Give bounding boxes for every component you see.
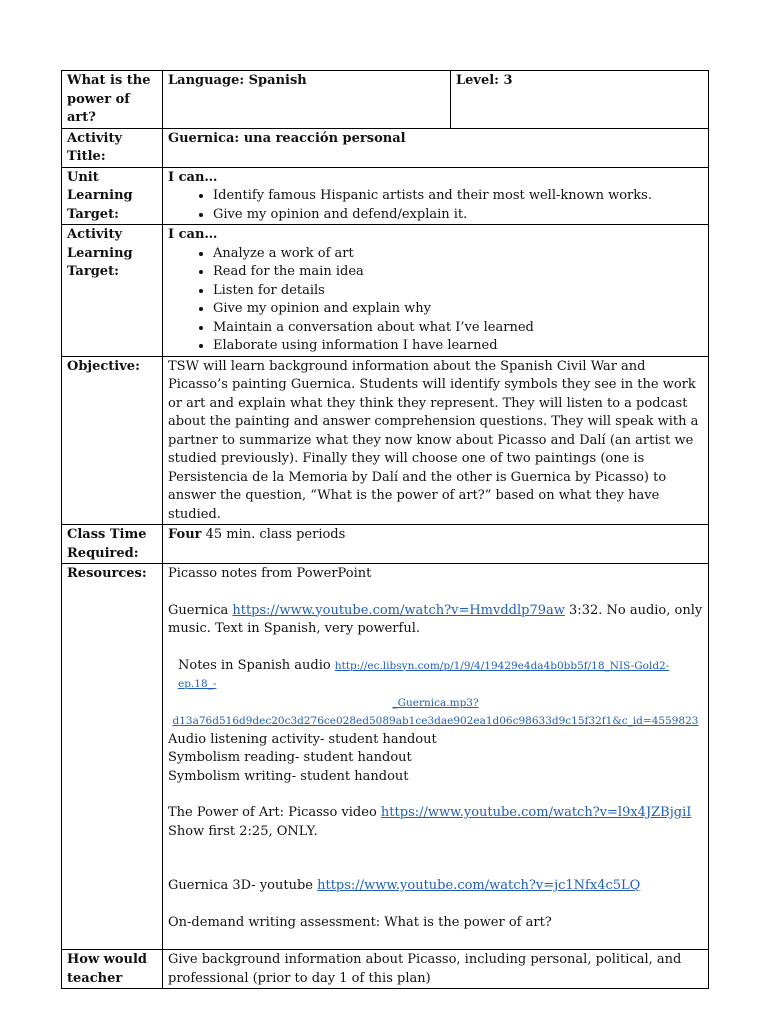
- unit-target-intro: I can…: [168, 169, 218, 185]
- activity-target-row: [62, 225, 709, 357]
- list-item: • Read for the main idea: [213, 263, 703, 282]
- power-prefix: The Power of Art: Picasso video: [168, 805, 381, 820]
- guernica-suffix: 3:32. No audio, only music. Text in Spanish, very powerful.: [168, 602, 703, 636]
- list-item: • Identify famous Hispanic artists and their most well-known works.: [213, 187, 703, 206]
- teacher-label: How would teacher: [62, 950, 163, 989]
- unit-target-list: [168, 187, 703, 224]
- unit-target-label: Unit Learning Target:: [62, 167, 163, 225]
- resources-content: [163, 564, 709, 950]
- objective-label: Objective:: [62, 356, 163, 525]
- header-row: [62, 71, 709, 129]
- symbolism-writing: Symbolism writing- student handout: [168, 768, 409, 784]
- guernica-video-link[interactable]: https://www.youtube.com/watch?v=Hmvddlp79aw: [232, 602, 565, 618]
- audio-activity: Audio listening activity- student handout: [168, 731, 437, 747]
- activity-target-list: [168, 245, 703, 356]
- power-note: Show first 2:25, ONLY.: [168, 823, 318, 839]
- power-of-art-link[interactable]: https://www.youtube.com/watch?v=l9x4JZBjgiI: [380, 805, 692, 820]
- spacer: [168, 584, 703, 602]
- list-item: • Elaborate using information I have learned: [213, 337, 703, 356]
- activity-title-label: Activity Title:: [62, 128, 163, 167]
- notes-audio-link[interactable]: http://ec.libsyn.com/p/1/9/4/19429e4da4b0bb5f/18_NIS-Gold2-ep.18_-: [178, 659, 670, 690]
- list-item: • Listen for details: [213, 282, 703, 301]
- spacer: [168, 896, 703, 914]
- notes-audio-resource: [168, 657, 703, 694]
- symbolism-reading: Symbolism reading- student handout: [168, 750, 412, 765]
- guernica-3d-link[interactable]: https://www.youtube.com/watch?v=jc1Nfx4c5LQ: [317, 878, 641, 893]
- g3d-prefix: Guernica 3D- youtube: [168, 878, 318, 893]
- picasso-notes: Picasso notes from PowerPoint: [168, 566, 372, 581]
- lesson-plan-table: [61, 70, 709, 989]
- language-cell: [163, 71, 451, 129]
- activity-target-intro: I can…: [168, 227, 218, 242]
- language-label: Language:: [168, 73, 245, 88]
- teacher-text: Give background information about Picasso, including personal, political, and professional (prior to day 1 of this plan): [163, 950, 709, 989]
- teacher-row: [62, 950, 709, 989]
- spacer: [168, 786, 703, 804]
- spacer: [168, 841, 703, 877]
- level-cell: [451, 71, 709, 129]
- objective-text: TSW will learn background information about the Spanish Civil War and Picasso’s painting Guernica. Students will identify symbols they see in the work or art and explain what they think they represent. They will listen to a podcast about the painting and answer comprehension questions. They will speak with a partner to summarize what they now know about Picasso and Dalí (an artist we studied previously). Finally they will choose one of two paintings (one is Persistencia de la Memoria by Dalí and the other is Guernica by Picasso) to answer the question, “What is the power of art?” based on what they have studied.: [163, 356, 709, 525]
- activity-target-content: [163, 225, 709, 357]
- power-of-art-resource: [168, 804, 703, 823]
- writing-assessment: On-demand writing assessment: What is the power of art?: [168, 914, 552, 930]
- notes-prefix: Notes in Spanish audio: [178, 657, 335, 673]
- class-time-row: [62, 525, 709, 564]
- resources-label: Resources:: [62, 564, 163, 950]
- activity-target-label: Activity Learning Target:: [62, 225, 163, 357]
- objective-row: [62, 356, 709, 525]
- guernica-resource: [168, 602, 703, 639]
- notes-audio-link-continued[interactable]: _Guernica.mp3?d13a76d516d9dec20c3d276ce028ed5089ab1ce3dae902ea1d06c98633d9c15f32f1&c_id=4559823: [172, 696, 699, 727]
- level-label: Level:: [456, 73, 499, 88]
- list-item: • Maintain a conversation about what I’ve learned: [213, 319, 703, 338]
- activity-title-value: Guernica: una reacción personal: [163, 128, 709, 167]
- class-time-label: Class Time Required:: [62, 525, 163, 564]
- spacer: [168, 639, 703, 657]
- notes-audio-link-cont: [168, 694, 703, 731]
- guernica-3d-resource: [168, 877, 703, 896]
- language-value: Spanish: [248, 73, 307, 88]
- resources-row: [62, 564, 709, 950]
- list-item: • Give my opinion and explain why: [213, 300, 703, 319]
- guernica-prefix: Guernica: [168, 602, 233, 618]
- class-time-unit: 45 min. class periods: [201, 527, 346, 542]
- activity-title-row: [62, 128, 709, 167]
- unit-target-content: [163, 167, 709, 225]
- question-cell: What is the power of art?: [62, 71, 163, 129]
- class-time-value: [163, 525, 709, 564]
- unit-target-row: [62, 167, 709, 225]
- level-value: 3: [503, 73, 513, 88]
- list-item: • Give my opinion and defend/explain it.: [213, 206, 703, 225]
- class-time-count: Four: [168, 527, 202, 542]
- list-item: • Analyze a work of art: [213, 245, 703, 264]
